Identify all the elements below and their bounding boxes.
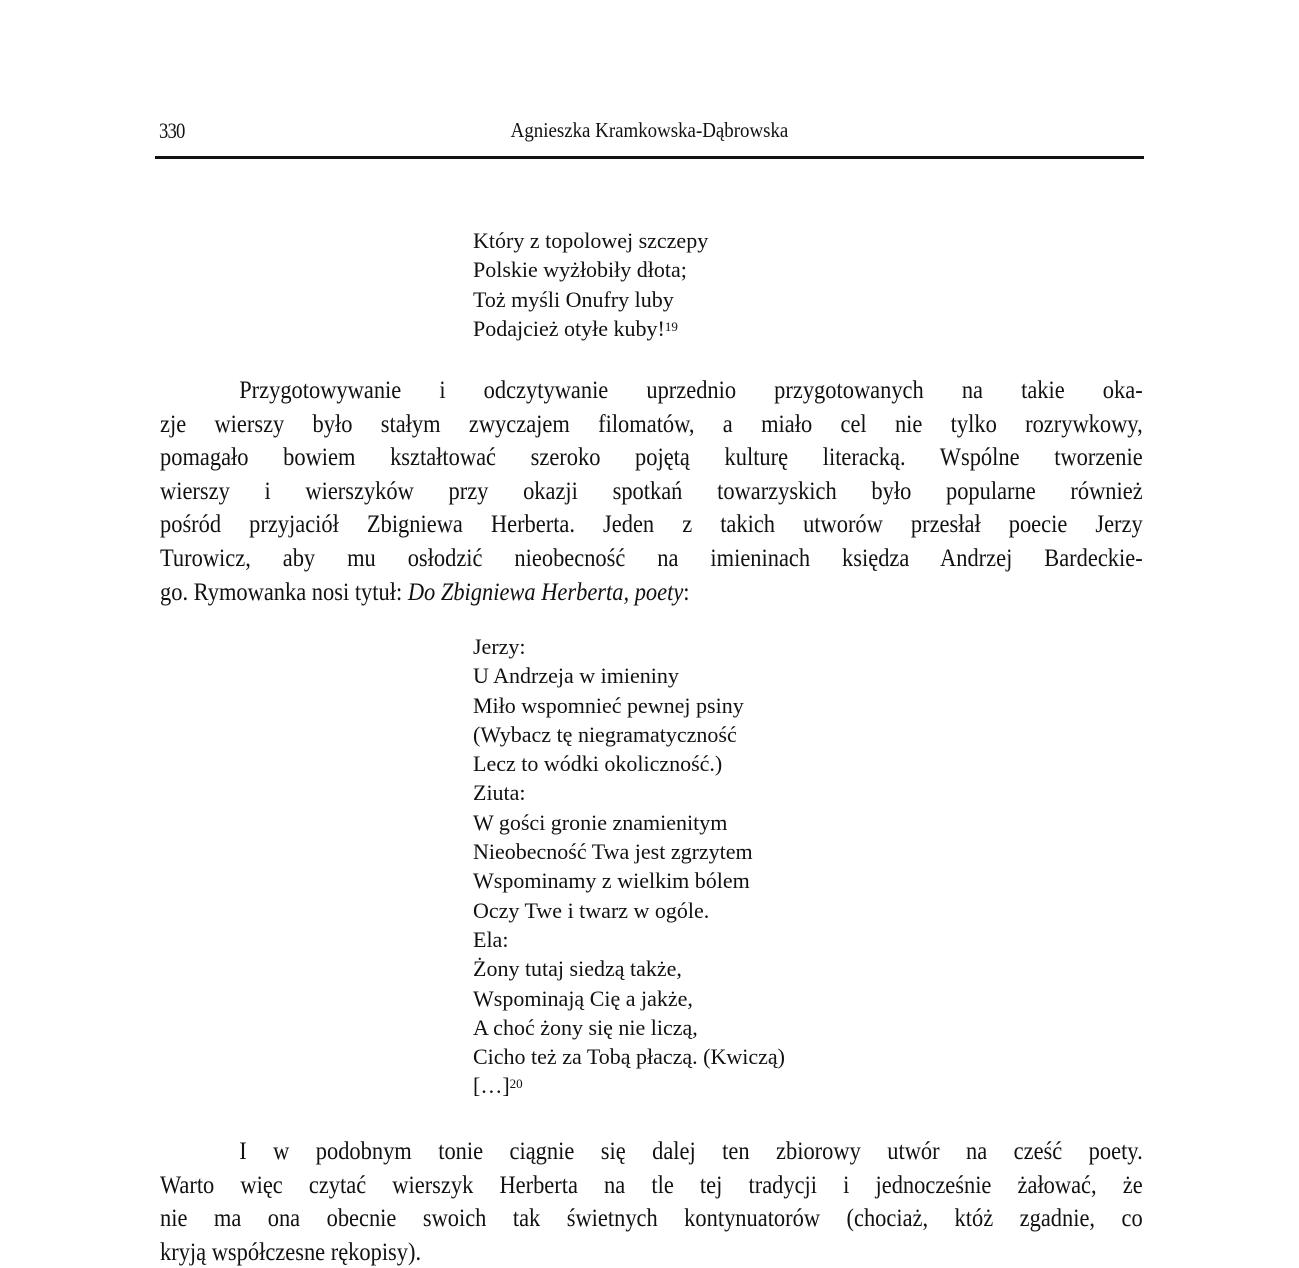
running-head-author: Agnieszka Kramkowska-Dąbrowska	[510, 118, 789, 142]
footnote-ref-19: 19	[664, 318, 678, 334]
verse-line: Miło wspomnieć pewnej psiny	[473, 692, 744, 718]
page-number: 330	[159, 118, 185, 143]
paragraph-line: Turowicz, aby mu osłodzić nieobecność na imieninach księdza Andrzej Bardeckie-	[160, 542, 1143, 572]
poem-title: Do Zbigniewa Herberta, poety	[407, 576, 684, 606]
ellipsis-marker: […]	[473, 1073, 510, 1099]
verse-line	[473, 1071, 785, 1100]
verse-line: Żony tutaj siedzą także,	[473, 956, 682, 982]
verse-line: Lecz to wódki okoliczność.)	[473, 751, 723, 777]
verse-line: A choć żony się nie liczą,	[473, 1014, 698, 1040]
verse-line: W gości gronie znamienitym	[473, 809, 728, 835]
verse-line: U Andrzeja w imieniny	[473, 663, 679, 689]
body-paragraph-2	[160, 1134, 1143, 1268]
verse-speaker: Ziuta:	[473, 780, 526, 806]
paragraph-line: wierszy i wierszyków przy okazji spotkań towarzyskich było popularne również	[160, 475, 1143, 505]
verse-speaker: Jerzy:	[473, 634, 526, 659]
verse-line: Cicho też za Tobą płaczą. (Kwiczą)	[473, 1044, 785, 1070]
verse-line: Wspominamy z wielkim bólem	[473, 868, 750, 894]
verse-line: Oczy Twe i twarz w ogóle.	[473, 897, 710, 923]
verse-line	[473, 314, 708, 343]
verse-line: Wspominają Cię a jakże,	[473, 985, 693, 1011]
paragraph-line	[160, 575, 1143, 609]
paragraph-line: zje wierszy było stałym zwyczajem filomatów, a miało cel nie tylko rozrywkowy,	[160, 408, 1143, 438]
verse-quote-2	[473, 632, 785, 1101]
paragraph-line: nie ma ona obecnie swoich tak świetnych kontynuatorów (chociaż, któż zgadnie, co	[160, 1203, 1143, 1233]
footnote-ref-20: 20	[509, 1076, 523, 1092]
verse-line: (Wybacz tę niegramatyczność	[473, 721, 737, 747]
paragraph-line: Warto więc czytać wierszyk Herberta na tle tej tradycji i jednocześnie żałować, że	[160, 1169, 1143, 1199]
paragraph-text: go. Rymowanka nosi tytuł:	[160, 576, 408, 606]
paragraph-line: I w podobnym tonie ciągnie się dalej ten zbiorowy utwór na cześć poety.	[239, 1136, 1143, 1165]
paragraph-line: Przygotowywanie i odczytywanie uprzednio przygotowanych na takie oka-	[239, 375, 1143, 404]
verse-line: Nieobecność Twa jest zgrzytem	[473, 839, 753, 865]
paragraph-line: pomagało bowiem kształtować szeroko pojętą kulturę literacką. Wspólne tworzenie	[160, 442, 1143, 472]
body-paragraph-1	[160, 373, 1143, 608]
verse-speaker: Ela:	[473, 926, 509, 952]
paragraph-line: pośród przyjaciół Zbigniewa Herberta. Jeden z takich utworów przesłał poecie Jerzy	[160, 509, 1143, 539]
page-header	[155, 112, 1144, 158]
verse-quote-1	[473, 226, 708, 343]
verse-line: Polskie wyżłobiły dłota;	[473, 257, 687, 283]
header-rule	[155, 156, 1144, 159]
paragraph-text: :	[683, 576, 690, 606]
verse-line-text: Podajcież otyłe kuby!	[473, 315, 665, 341]
verse-line: Który z topolowej szczepy	[473, 228, 709, 253]
verse-line: Toż myśli Onufry luby	[473, 286, 674, 312]
paragraph-line: kryją współczesne rękopisy).	[160, 1236, 422, 1266]
